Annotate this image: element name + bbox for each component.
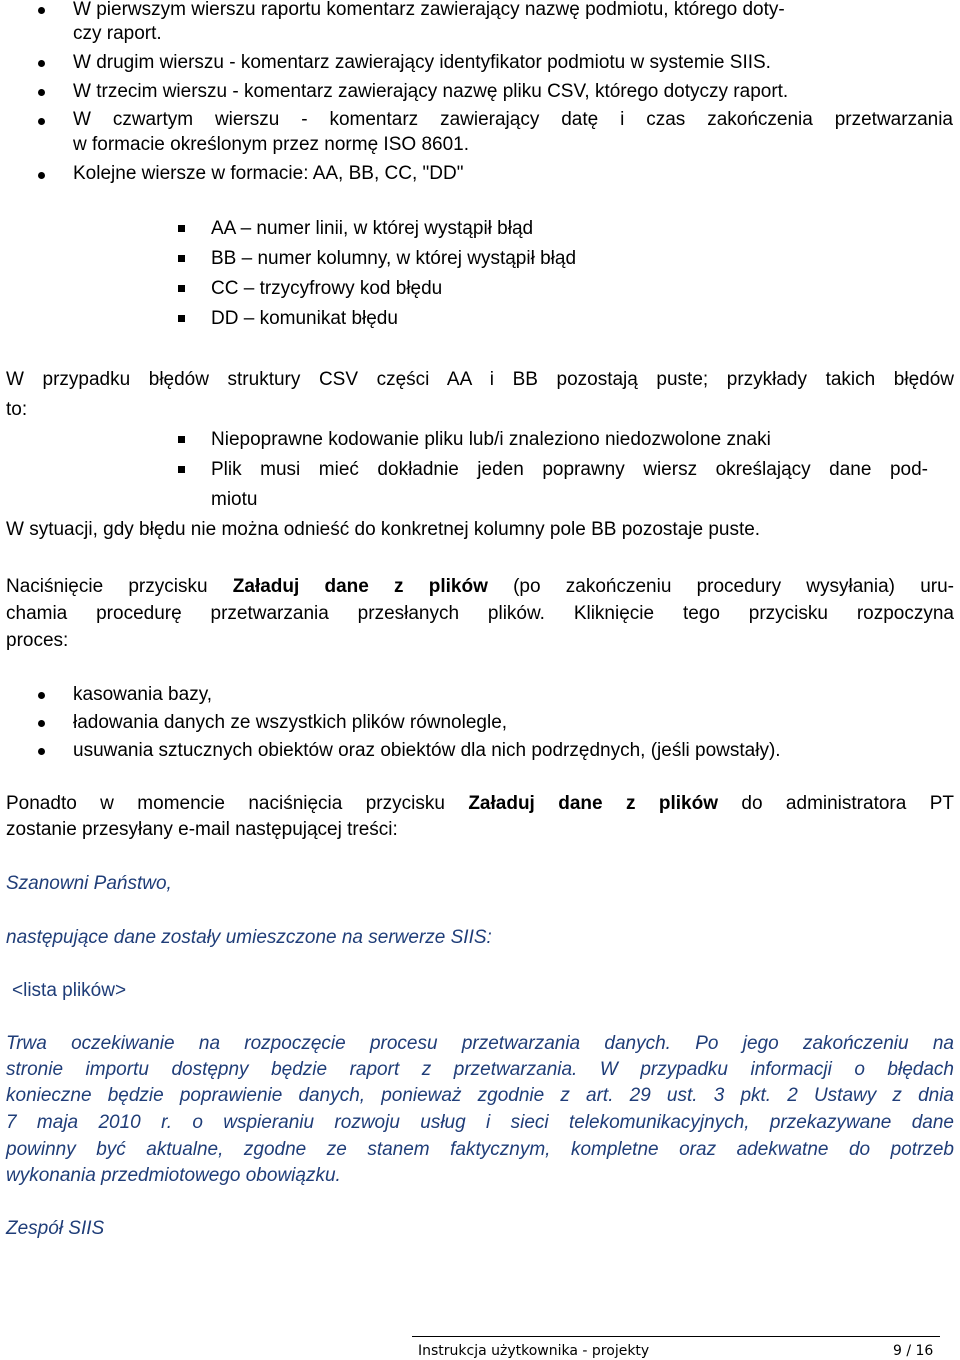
paragraph: W sytuacji, gdy błędu nie można odnieść do konkretnej kolumny pole BB pozostaje puste. xyxy=(6,519,761,540)
square-bullet-icon xyxy=(178,255,185,262)
bullet-icon xyxy=(38,89,45,96)
email-signature: Zespół SIIS xyxy=(6,1218,105,1239)
list-item: Plik musi mieć dokładnie jeden poprawny wiersz określający dane pod- xyxy=(211,459,928,480)
list-item-line: Kolejne wiersze w formacie: AA, BB, CC, "DD" xyxy=(73,163,464,184)
bullet-icon xyxy=(38,7,45,14)
email-body-line: 7 maja 2010 r. o wspieraniu rozwoju usług i sieci telekomunikacyjnych, przekazywane dane xyxy=(6,1112,954,1133)
list-item-line: W czwartym wierszu - komentarz zawierający datę i czas zakończenia przetwarzania xyxy=(73,109,953,130)
list-item: ładowania danych ze wszystkich plików równolegle, xyxy=(73,712,508,733)
footer-divider xyxy=(412,1336,940,1337)
list-item: BB – numer kolumny, w której wystąpił błąd xyxy=(211,248,577,269)
square-bullet-icon xyxy=(178,466,185,473)
email-body-line: powinny być aktualne, zgodne ze stanem faktycznym, kompletne oraz adekwatne do potrzeb xyxy=(6,1139,954,1160)
email-body-line: konieczne będzie poprawienie danych, ponieważ zgodnie z art. 29 ust. 3 pkt. 2 Ustawy z dnia xyxy=(6,1085,954,1106)
square-bullet-icon xyxy=(178,225,185,232)
list-item-line: W drugim wierszu - komentarz zawierający identyfikator podmiotu w systemie SIIS. xyxy=(73,52,771,73)
square-bullet-icon xyxy=(178,285,185,292)
bullet-icon xyxy=(38,720,45,727)
email-intro: następujące dane zostały umieszczone na serwerze SIIS: xyxy=(6,927,492,948)
text: do administratora PT xyxy=(718,793,954,814)
paragraph-line xyxy=(6,791,954,817)
bullet-icon xyxy=(38,118,45,125)
footer-title: Instrukcja użytkownika - projekty xyxy=(418,1343,650,1359)
bullet-icon xyxy=(38,172,45,179)
list-item: Niepoprawne kodowanie pliku lub/i znaleziono niedozwolone znaki xyxy=(211,429,771,450)
bullet-icon xyxy=(38,60,45,67)
email-body-line: wykonania przedmiotowego obowiązku. xyxy=(6,1165,341,1186)
paragraph-line xyxy=(6,574,954,600)
email-body-line: Trwa oczekiwanie na rozpoczęcie procesu przetwarzania danych. Po jego zakończeniu na xyxy=(6,1033,954,1054)
text: Naciśnięcie przycisku xyxy=(6,576,233,597)
list-item: miotu xyxy=(211,489,258,510)
button-name-bold: Załaduj dane z plików xyxy=(468,793,718,814)
list-item: CC – trzycyfrowy kod błędu xyxy=(211,278,443,299)
email-file-list: <lista plików> xyxy=(12,980,127,1001)
list-item-line: w formacie określonym przez normę ISO 8601. xyxy=(73,134,469,155)
paragraph-line: W przypadku błędów struktury CSV części AA i BB pozostają puste; przykłady takich błędów xyxy=(6,369,954,390)
bullet-icon xyxy=(38,692,45,699)
paragraph-line: to: xyxy=(6,399,28,420)
paragraph-line: chamia procedurę przetwarzania przesłanych plików. Kliknięcie tego przycisku rozpoczyna xyxy=(6,603,954,624)
paragraph-line: zostanie przesyłany e-mail następującej treści: xyxy=(6,819,398,840)
list-item-line: czy raport. xyxy=(73,23,162,44)
list-item: usuwania sztucznych obiektów oraz obiektów dla nich podrzędnych, (jeśli powstały). xyxy=(73,740,781,761)
page-number: 9 / 16 xyxy=(893,1343,934,1359)
square-bullet-icon xyxy=(178,436,185,443)
text: (po zakończeniu procedury wysyłania) uru- xyxy=(487,576,954,597)
paragraph-line: proces: xyxy=(6,630,69,651)
list-item-line: W pierwszym wierszu raportu komentarz zawierający nazwę podmiotu, którego doty- xyxy=(73,0,785,20)
bullet-icon xyxy=(38,748,45,755)
button-name-bold: Załaduj dane z plików xyxy=(232,576,488,597)
email-body-line: stronie importu dostępny będzie raport z przetwarzania. W przypadku informacji o błędach xyxy=(6,1059,954,1080)
email-greeting: Szanowni Państwo, xyxy=(6,873,172,894)
list-item-line: W trzecim wierszu - komentarz zawierający nazwę pliku CSV, którego dotyczy raport. xyxy=(73,81,789,102)
list-item: DD – komunikat błędu xyxy=(211,308,398,329)
square-bullet-icon xyxy=(178,315,185,322)
text: Ponadto w momencie naciśnięcia przycisku xyxy=(6,793,469,814)
list-item: AA – numer linii, w której wystąpił błąd xyxy=(211,218,534,239)
list-item: kasowania bazy, xyxy=(73,684,213,705)
